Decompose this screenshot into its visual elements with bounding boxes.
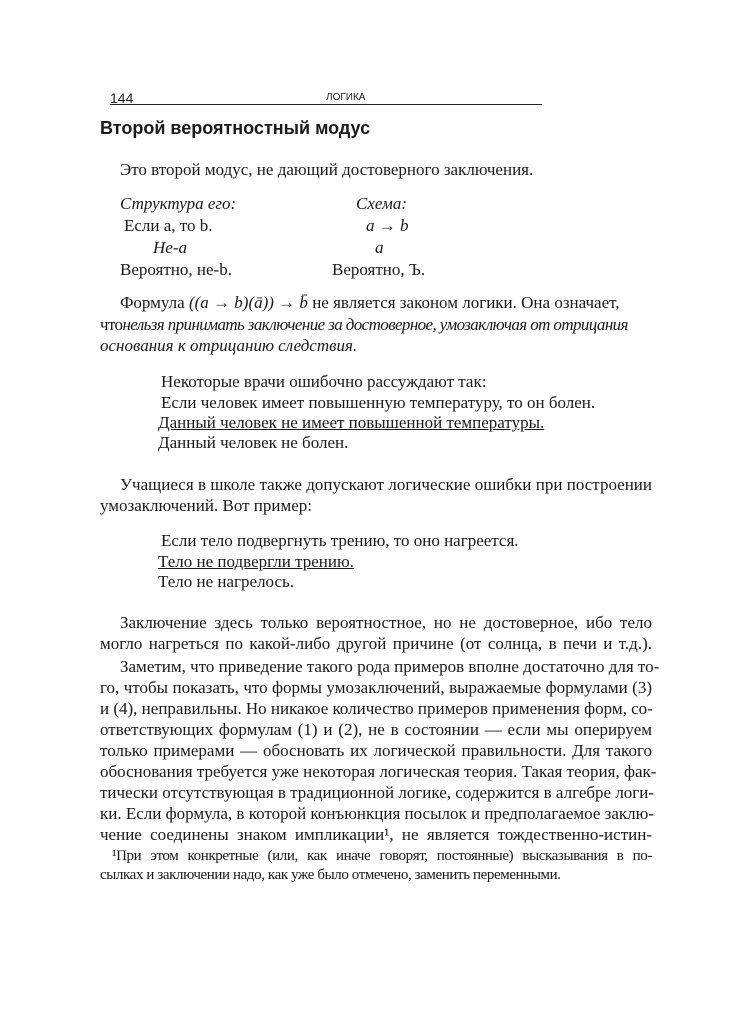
running-title: ЛОГИКА [326, 92, 366, 103]
text: Формула [120, 293, 185, 312]
example-line: Данный человек не имеет повышенной температуры. [158, 413, 545, 432]
example-line: Если человек имеет повышенную температуру, то он болен. [161, 393, 596, 412]
example-line: Тело не нагрелось. [158, 572, 295, 591]
footnote-line: сылках и заключении надо, как уже было отмечено, заменить переменными. [100, 867, 561, 883]
paragraph-line: только примерами — обосновать их логической правильности. Для такого [100, 741, 652, 760]
paragraph-line: чение соединены знаком импликации¹, не является тождественно-истин- [100, 825, 652, 844]
scheme-line: a [375, 238, 384, 257]
formula-paragraph-line [100, 315, 628, 335]
paragraph-line: и (4), неправильны. Но никакое количество примеров применения форм, со- [100, 699, 653, 718]
structure-line: Не-a [153, 238, 187, 257]
text: нельзя принимать заключение за достоверное, умозаключая от отрицания [122, 315, 628, 334]
text: что [100, 315, 123, 334]
scheme-line: a → b [366, 216, 409, 235]
structure-label: Структура его: [120, 194, 237, 213]
paragraph-line: умозаключений. Вот пример: [100, 496, 312, 515]
header-rule [110, 104, 542, 105]
structure-line: Если a, то b. [124, 216, 213, 235]
paragraph-line: обоснования требуется уже некоторая логическая теория. Такая теория, фак- [100, 762, 657, 781]
footnote-line: ¹При этом конкретные (или, как иначе говорят, постоянные) высказывания в по- [112, 848, 652, 864]
example-line: Данный человек не болен. [158, 433, 349, 452]
paragraph-line: тически отсутствующая в традиционной логике, содержится в алгебре логи- [100, 783, 655, 802]
paragraph-line: могло нагреться по какой-либо другой причине (от солнца, в печи и т.д.). [100, 634, 652, 653]
scheme-line: Вероятно, Ъ. [332, 260, 426, 279]
paragraph-line: Заметим, что приведение такого рода примеров вполне достаточно для то- [120, 657, 660, 676]
example-line: Если тело подвергнуть трению, то оно нагреется. [161, 531, 519, 550]
paragraph-line: ответствующих формулам (1) и (2), не в состоянии — если мы оперируем [100, 720, 652, 739]
text: не является законом логики. Она означает, [312, 293, 620, 312]
section-title: Второй вероятностный модус [100, 118, 371, 138]
formula-paragraph-line: основания к отрицанию следствия. [100, 336, 358, 355]
paragraph-line: го, чтобы показать, что формы умозаключений, выражаемые формулами (3) [100, 678, 652, 697]
formula: ((a → b)(ā)) → b̄ [188, 293, 308, 312]
paragraph-line: Учащиеся в школе также допускают логические ошибки при построении [120, 475, 652, 494]
paragraph-line: ки. Если формула, в которой конъюнкция посылок и предполагаемое заклю- [100, 804, 655, 823]
example-line: Некоторые врачи ошибочно рассуждают так: [161, 372, 487, 391]
example-line: Тело не подвергли трению. [158, 552, 354, 571]
intro-text: Это второй модус, не дающий достоверного заключения. [120, 160, 534, 179]
formula-paragraph [120, 293, 620, 313]
structure-line: Вероятно, не-b. [120, 260, 232, 279]
scheme-label: Схема: [356, 194, 408, 213]
paragraph-line: Заключение здесь только вероятностное, но не достоверное, ибо тело [120, 613, 652, 632]
page-number: 144 [110, 90, 134, 106]
